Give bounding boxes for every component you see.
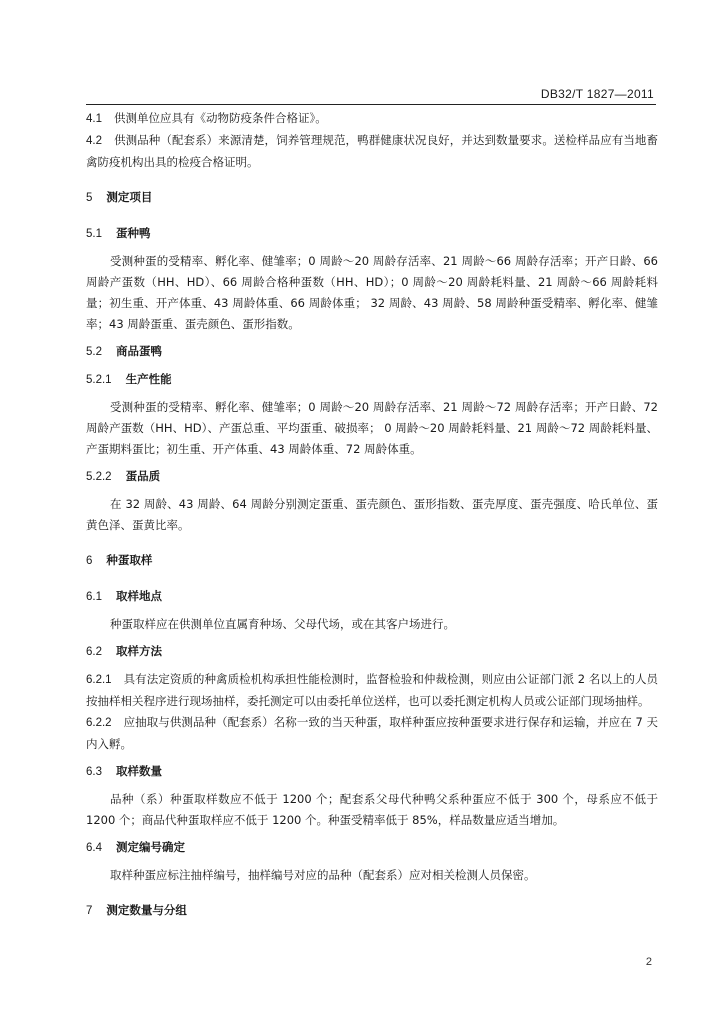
section-number: 5.2.2 bbox=[86, 471, 112, 483]
section-number: 5.1 bbox=[86, 228, 102, 240]
header-divider bbox=[86, 104, 656, 105]
section-6-3-heading bbox=[86, 761, 658, 783]
section-5-2-1-text: 受测种蛋的受精率、孵化率、健雏率；0 周龄～20 周龄存活率、21 周龄～72 周龄存活率；开产日龄、72 周龄产蛋数（HH、HD）、产蛋总重、平均蛋重、破损率； 0 周龄～20 周龄耗料量、21 周龄～72 周龄耗料量、产蛋期料蛋比；初生重、开产体重、43 周龄体重、72 周龄体重。 bbox=[86, 400, 658, 456]
section-number: 6.3 bbox=[86, 766, 102, 778]
section-5-heading bbox=[86, 187, 658, 209]
page-number: 2 bbox=[645, 956, 652, 968]
section-6-4-heading bbox=[86, 837, 658, 859]
section-number: 6.4 bbox=[86, 842, 102, 854]
clause-4-2 bbox=[86, 130, 658, 173]
clause-number: 4.2 bbox=[86, 135, 102, 147]
section-title: 蛋种鸭 bbox=[116, 226, 151, 240]
section-6-4-text: 取样种蛋应标注抽样编号，抽样编号对应的品种（配套系）应对相关检测人员保密。 bbox=[110, 868, 536, 882]
section-title: 取样方法 bbox=[116, 644, 162, 658]
section-6-1-text: 种蛋取样应在供测单位直属育种场、父母代场，或在其客户场进行。 bbox=[110, 617, 455, 631]
section-title: 商品蛋鸭 bbox=[116, 344, 162, 358]
section-5-2-1-heading bbox=[86, 369, 658, 391]
section-number: 7 bbox=[86, 905, 93, 917]
section-number: 5.2.1 bbox=[86, 374, 112, 386]
section-5-1-text: 受测种蛋的受精率、孵化率、健雏率；0 周龄～20 周龄存活率、21 周龄～66 周龄存活率；开产日龄、66 周龄产蛋数（HH、HD）、66 周龄合格种蛋数（HH、HD）；0 周龄～20 周龄耗料量、21 周龄～66 周龄耗料量；初生重、开产体重、43 周龄体重、66 周龄体重； 32 周龄、43 周龄、58 周龄种蛋受精率、孵化率、健雏率；43 周龄蛋重、蛋壳颜色、蛋形指数。 bbox=[86, 254, 658, 331]
section-5-1-heading bbox=[86, 223, 658, 245]
standard-code: DB32/T 1827—2011 bbox=[540, 87, 654, 101]
section-5-2-heading bbox=[86, 341, 658, 363]
section-title: 取样地点 bbox=[116, 589, 162, 603]
section-6-2-heading bbox=[86, 641, 658, 663]
section-number: 6.1 bbox=[86, 591, 102, 603]
section-title: 测定编号确定 bbox=[116, 840, 185, 854]
clause-6-2-1 bbox=[86, 669, 658, 712]
section-6-3-text: 品种（系）种蛋取样数应不低于 1200 个；配套系父母代种鸭父系种蛋应不低于 300 个，母系应不低于 1200 个；商品代种蛋取样应不低于 1200 个。种蛋受精率低于 85%，样品数量应适当增加。 bbox=[86, 792, 658, 827]
clause-text: 供测品种（配套系）来源清楚，饲养管理规范，鸭群健康状况良好，并达到数量要求。送检样品应有当地畜禽防疫机构出具的检疫合格证明。 bbox=[86, 133, 658, 169]
section-6-1-heading bbox=[86, 586, 658, 608]
clause-text: 具有法定资质的种禽质检机构承担性能检测时，监督检验和仲裁检测，则应由公证部门派 2 名以上的人员按抽样相关程序进行现场抽样，委托测定可以由委托单位送样，也可以委托测定机构人员或公证部门现场抽样。 bbox=[86, 672, 658, 708]
section-5-2-2-text: 在 32 周龄、43 周龄、64 周龄分别测定蛋重、蛋壳颜色、蛋形指数、蛋壳厚度、蛋壳强度、哈氏单位、蛋黄色泽、蛋黄比率。 bbox=[86, 497, 658, 532]
clause-text: 供测单位应具有《动物防疫条件合格证》。 bbox=[114, 111, 327, 125]
clause-number: 6.2.1 bbox=[86, 674, 112, 686]
section-number: 6.2 bbox=[86, 646, 102, 658]
section-5-2-2-heading bbox=[86, 466, 658, 488]
clause-number: 6.2.2 bbox=[86, 717, 112, 729]
section-title: 种蛋取样 bbox=[106, 553, 153, 567]
section-title: 生产性能 bbox=[125, 372, 172, 386]
section-6-heading bbox=[86, 550, 658, 572]
section-number: 5.2 bbox=[86, 346, 102, 358]
section-title: 蛋品质 bbox=[125, 469, 161, 483]
section-7-heading bbox=[86, 900, 658, 922]
clause-number: 4.1 bbox=[86, 113, 102, 125]
section-title: 取样数量 bbox=[116, 764, 162, 778]
section-number: 5 bbox=[86, 192, 93, 204]
clause-text: 应抽取与供测品种（配套系）名称一致的当天种蛋，取样种蛋应按种蛋要求进行保存和运输，并应在 7 天内入孵。 bbox=[86, 715, 658, 751]
section-title: 测定数量与分组 bbox=[106, 903, 187, 917]
clause-6-2-2 bbox=[86, 712, 658, 755]
clause-4-1 bbox=[86, 108, 658, 130]
section-number: 6 bbox=[86, 555, 93, 567]
section-title: 测定项目 bbox=[106, 190, 153, 204]
document-body bbox=[86, 108, 658, 922]
